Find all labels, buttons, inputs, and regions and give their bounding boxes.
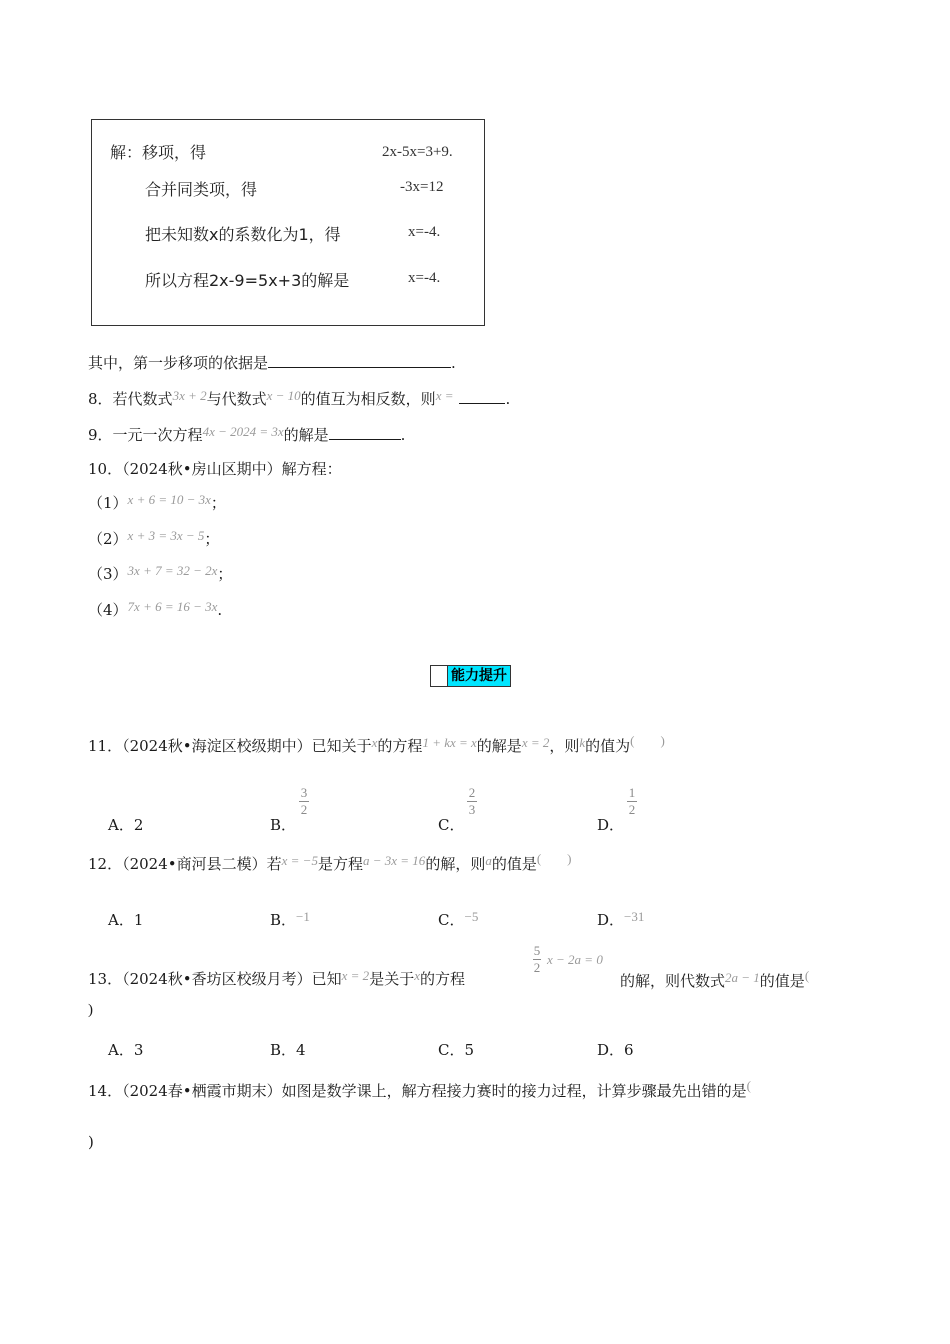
section-title — [430, 665, 511, 687]
q13-option-a[interactable] — [108, 1039, 143, 1060]
option-value: 5 — [464, 1041, 475, 1059]
q10-item-end: ； — [210, 494, 226, 512]
q11-option-d-fraction — [627, 786, 637, 817]
answer-paren-open[interactable]: ( — [804, 968, 810, 983]
q11-math: x = 2 — [521, 735, 550, 750]
q12-text: 的值是 — [491, 855, 537, 873]
q10-text: 解方程： — [281, 460, 342, 478]
q11-text: 的解是 — [476, 737, 522, 755]
fraction-denominator: 2 — [533, 960, 541, 975]
section-marker — [431, 666, 448, 686]
q7-end: . — [451, 354, 456, 372]
q13-text: 的值是 — [759, 972, 805, 990]
q8-text: 若代数式 — [112, 390, 173, 408]
option-label: B． — [270, 816, 297, 834]
step1-equation: 2x-5x=3+9. — [382, 144, 453, 160]
q13-source: （2024秋•香坊区校级月考） — [122, 970, 312, 988]
q11-number: 11． — [88, 737, 123, 755]
q10-item-equation: x + 6 = 10 − 3x — [127, 492, 211, 507]
q13-equation: x − 2a = 0 — [547, 952, 603, 967]
q8-math: x = — [435, 388, 454, 403]
q11-source: （2024秋•海淀区校级期中） — [122, 737, 312, 755]
option-value: 2 — [133, 816, 144, 834]
q12-text: 若 — [266, 855, 282, 873]
option-value: 4 — [296, 1041, 306, 1059]
fraction-denominator: 2 — [300, 802, 308, 817]
q9-text: 的解是 — [283, 426, 329, 444]
q13-continuation — [620, 968, 809, 991]
step2-label: 合并同类项，得 — [145, 180, 258, 199]
fraction-numerator: 1 — [628, 785, 636, 800]
q10-item-equation: 3x + 7 = 32 − 2x — [127, 563, 218, 578]
q13-option-b[interactable] — [270, 1039, 306, 1060]
q8-number: 8． — [88, 390, 113, 408]
option-label: D． — [597, 1041, 625, 1059]
q13-text: 的方程 — [419, 970, 465, 988]
q12-option-d[interactable] — [597, 909, 644, 930]
option-value: −5 — [464, 909, 479, 924]
q11-option-c-fraction — [467, 786, 477, 817]
q12-option-a[interactable] — [108, 909, 143, 930]
answer-blank[interactable] — [459, 402, 505, 404]
q10-item-equation: x + 3 = 3x − 5 — [127, 528, 205, 543]
q10-item-end: ； — [204, 530, 220, 548]
q8-math: x − 10 — [266, 388, 301, 403]
option-label: B． — [270, 1041, 297, 1059]
q14-number: 14． — [88, 1082, 123, 1100]
step3-label: 把未知数x的系数化为1，得 — [145, 225, 341, 244]
q10-item-label: （1） — [88, 494, 128, 512]
q8-math: 3x + 2 — [172, 388, 207, 403]
q8-text: 的值互为相反数，则 — [300, 390, 436, 408]
q12-option-b[interactable] — [270, 909, 310, 930]
fraction-numerator: 3 — [300, 785, 308, 800]
q13-number: 13． — [88, 970, 123, 988]
option-value: 1 — [133, 911, 144, 929]
q10-item-label: （2） — [88, 530, 128, 548]
question-8 — [88, 388, 510, 409]
q12-option-c[interactable] — [438, 909, 478, 930]
q8-end: . — [505, 390, 511, 408]
q11-option-c[interactable] — [438, 814, 464, 835]
q10-item — [88, 599, 222, 620]
q7-text: 其中，第一步移项的依据是 — [88, 354, 269, 372]
q10-source: （2024秋•房山区期中） — [122, 460, 282, 478]
q13-option-c[interactable] — [438, 1039, 474, 1060]
question-12 — [88, 851, 572, 874]
q13-text: 已知 — [311, 970, 342, 988]
q10-item-equation: 7x + 6 = 16 − 3x — [127, 599, 218, 614]
answer-paren[interactable]: ( ) — [630, 733, 665, 748]
q9-end: . — [400, 426, 406, 444]
q13-math: x — [414, 968, 420, 983]
option-label: D． — [597, 816, 625, 834]
q8-text: 与代数式 — [206, 390, 267, 408]
q9-math: 4x − 2024 = 3x — [202, 424, 284, 439]
question-10 — [88, 458, 342, 479]
question-14 — [88, 1078, 751, 1101]
fraction-numerator: 5 — [533, 943, 541, 958]
q13-text: 的解，则代数式 — [620, 972, 726, 990]
q11-math: 1 + kx = x — [422, 735, 477, 750]
q13-fraction — [533, 944, 541, 975]
q10-item-end: . — [217, 601, 223, 619]
q14-source: （2024春•栖霞市期末） — [122, 1082, 282, 1100]
solution-box — [91, 119, 485, 326]
option-value: −31 — [624, 909, 645, 924]
answer-paren-close: ) — [88, 1002, 93, 1018]
q12-text: 的解，则 — [425, 855, 486, 873]
q12-source: （2024•商河县二模） — [122, 855, 267, 873]
q10-item-label: （3） — [88, 565, 128, 583]
q10-item — [88, 528, 219, 549]
q10-item — [88, 492, 226, 513]
q10-item — [88, 563, 232, 584]
answer-blank[interactable] — [329, 438, 401, 440]
q12-math: a — [485, 853, 492, 868]
option-label: B． — [270, 911, 297, 929]
q11-text: 的值为 — [585, 737, 631, 755]
option-label: C． — [438, 816, 465, 834]
q10-item-end: ； — [217, 565, 233, 583]
question-9 — [88, 424, 405, 445]
answer-paren[interactable]: ( ) — [536, 851, 572, 866]
q10-number: 10． — [88, 460, 123, 478]
q11-option-a[interactable] — [108, 814, 143, 835]
answer-blank[interactable] — [268, 366, 451, 368]
fraction-numerator: 2 — [468, 785, 476, 800]
q13-math: x = 2 — [341, 968, 370, 983]
step2-equation: -3x=12 — [400, 179, 444, 195]
q9-number: 9． — [88, 426, 113, 444]
q13-text: 是关于 — [369, 970, 415, 988]
answer-paren-close: ) — [88, 1133, 94, 1151]
q11-text: 已知关于 — [311, 737, 372, 755]
q10-item-label: （4） — [88, 601, 128, 619]
q14-text: 如图是数学课上，解方程接力赛时的接力过程，计算步骤最先出错的是 — [281, 1082, 747, 1100]
q13-math: 2a − 1 — [725, 970, 760, 985]
fraction-denominator: 3 — [468, 802, 476, 817]
option-value: 6 — [624, 1041, 634, 1059]
q11-text: ，则 — [549, 737, 580, 755]
option-value: −1 — [296, 909, 310, 924]
section-title-text: 能力提升 — [448, 666, 510, 686]
q12-number: 12． — [88, 855, 123, 873]
answer-paren-open[interactable]: ( — [746, 1078, 751, 1093]
q7-tail — [88, 352, 456, 373]
step4-equation: x=-4. — [408, 270, 441, 286]
option-label: A． — [108, 911, 134, 929]
option-label: A． — [108, 1041, 134, 1059]
q11-option-d[interactable] — [597, 814, 624, 835]
step1-label: 解：移项，得 — [110, 143, 207, 162]
q13-option-d[interactable] — [597, 1039, 634, 1060]
q12-text: 是方程 — [317, 855, 363, 873]
option-value: 3 — [133, 1041, 144, 1059]
q11-math: x — [371, 735, 378, 750]
fraction-denominator: 2 — [628, 802, 636, 817]
question-13 — [88, 968, 465, 989]
q12-math: a − 3x = 16 — [362, 853, 426, 868]
q11-math: k — [579, 735, 586, 750]
option-label: D． — [597, 911, 625, 929]
q11-option-b[interactable] — [270, 814, 296, 835]
step4-label: 所以方程2x-9=5x+3的解是 — [145, 271, 350, 290]
option-label: C． — [438, 911, 465, 929]
q12-math: x = −5 — [281, 853, 318, 868]
option-label: C． — [438, 1041, 465, 1059]
step3-equation: x=-4. — [408, 224, 441, 240]
q11-text: 的方程 — [377, 737, 423, 755]
q11-option-b-fraction — [299, 786, 309, 817]
question-11 — [88, 733, 665, 756]
q9-text: 一元一次方程 — [112, 426, 203, 444]
option-label: A． — [108, 816, 134, 834]
